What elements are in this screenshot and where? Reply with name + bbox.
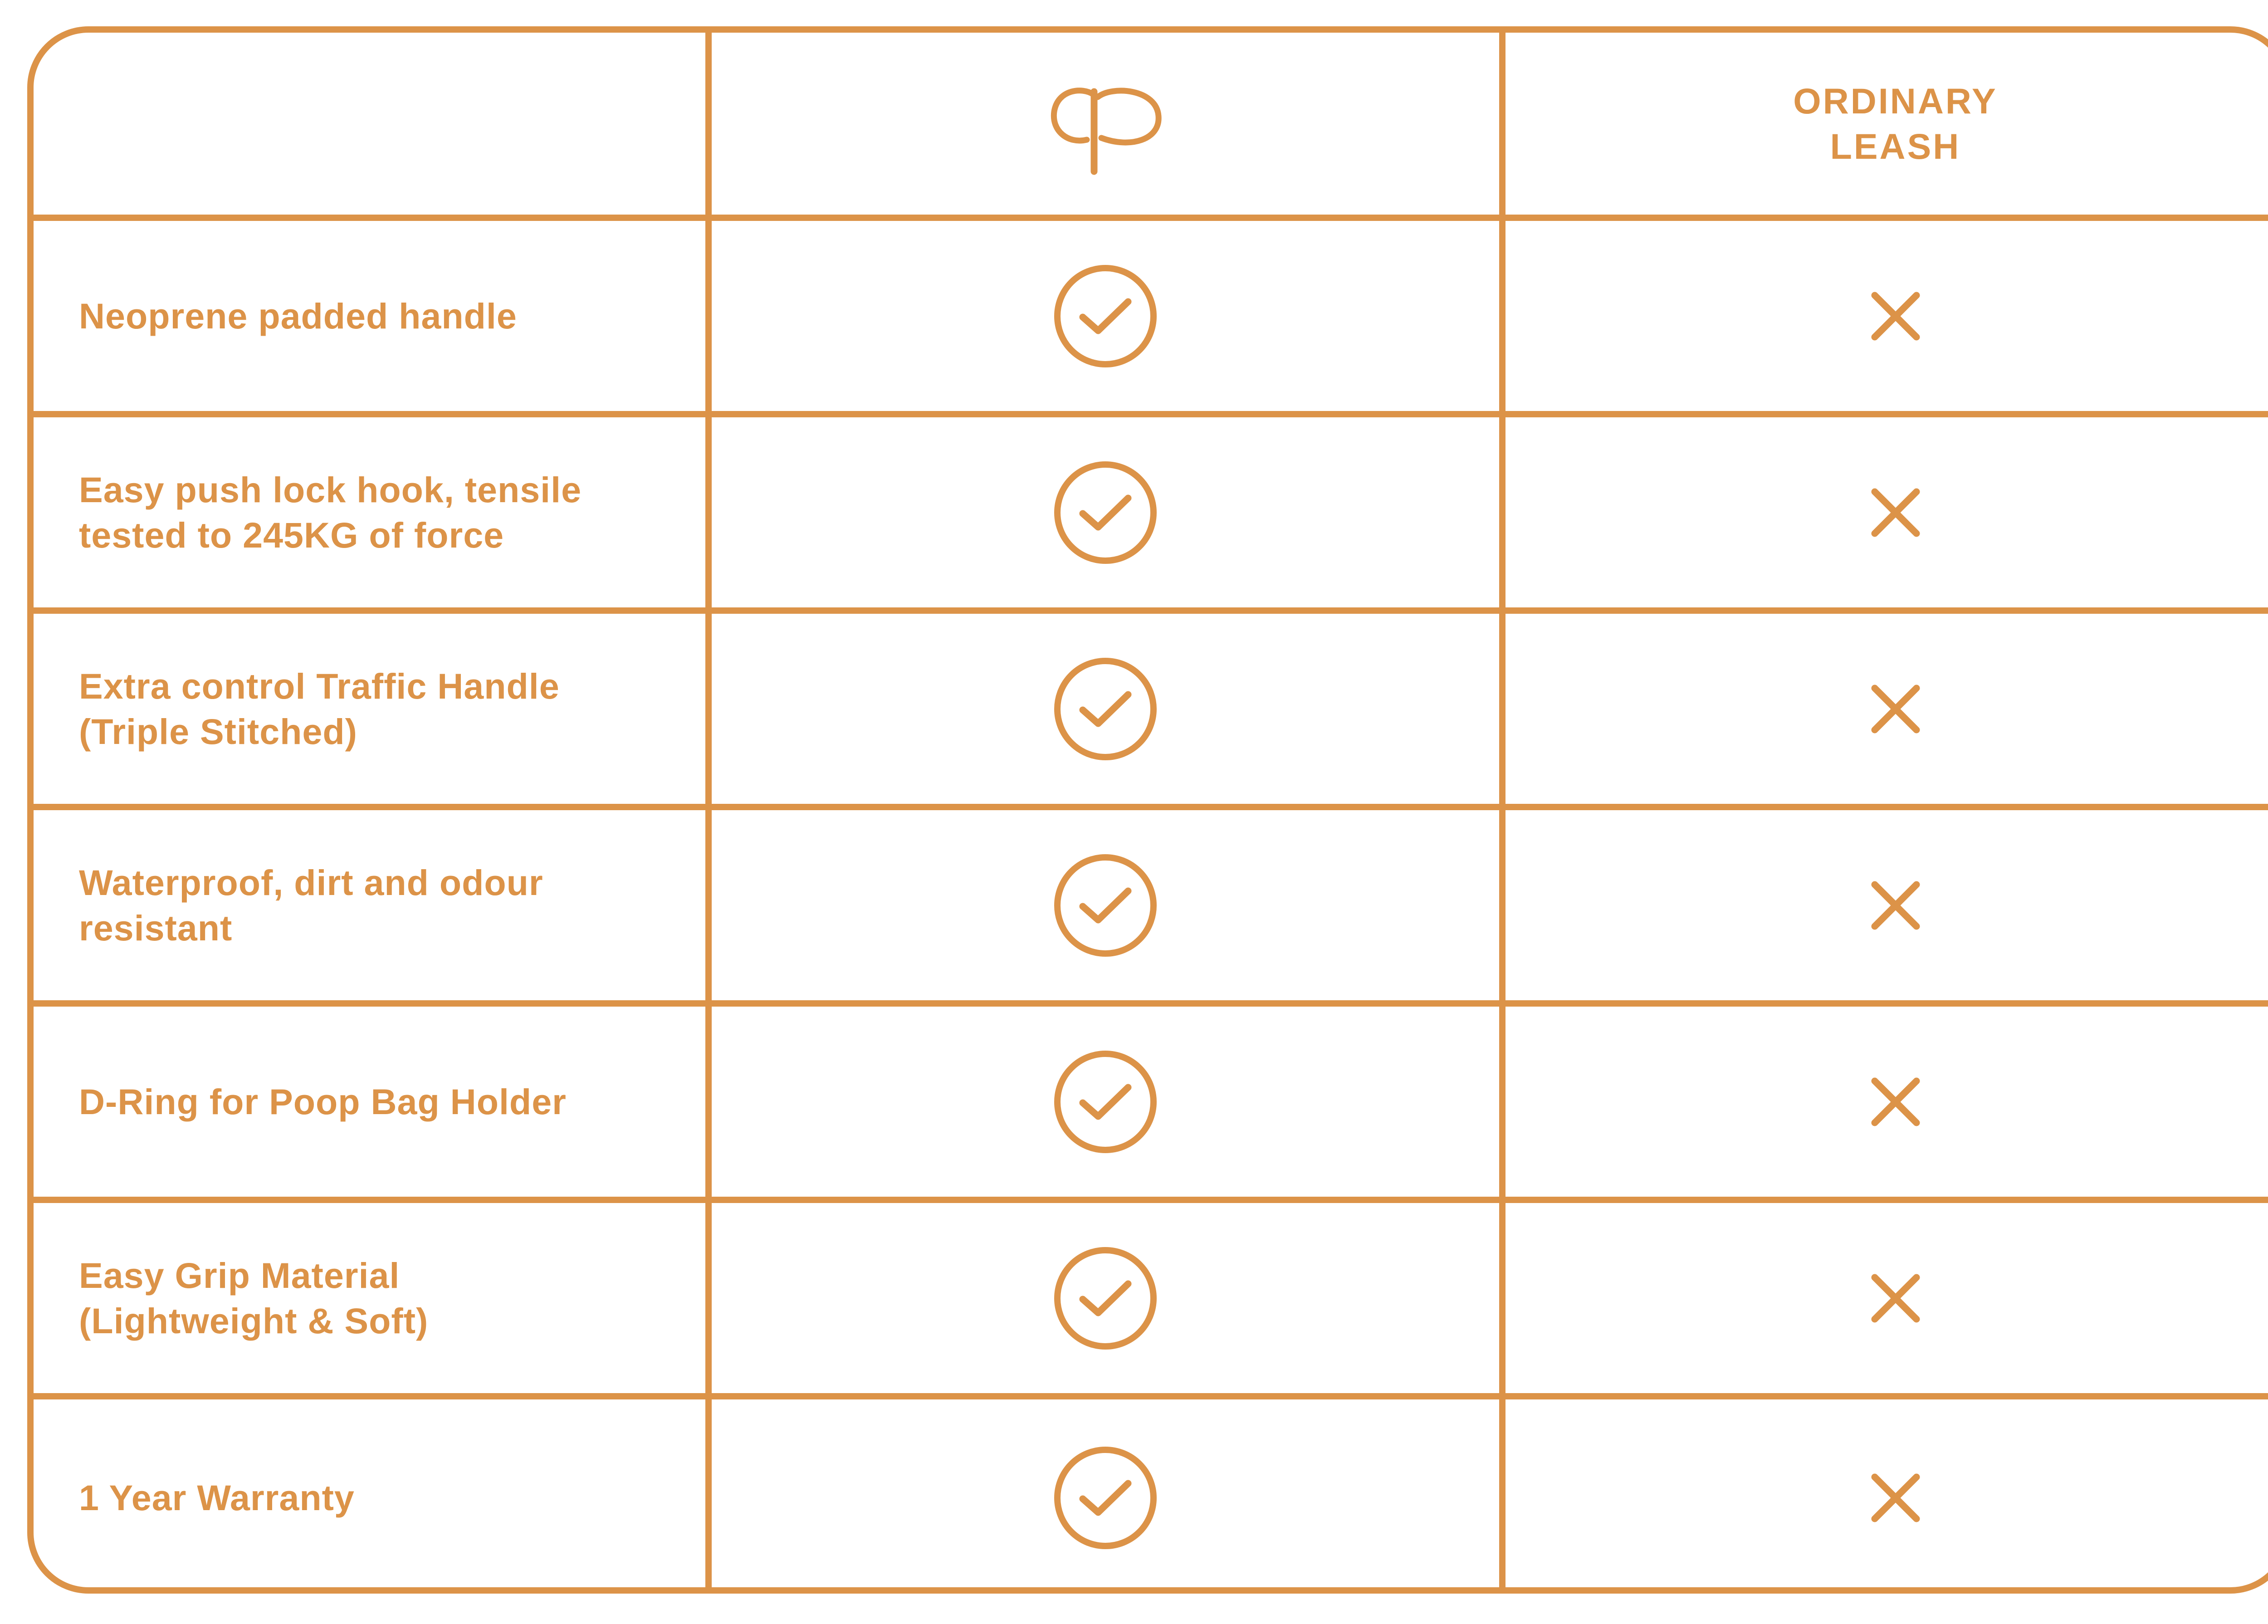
feature-cell [34, 221, 712, 417]
ordinary-support-cell [1505, 1203, 2268, 1399]
feature-cell [34, 614, 712, 810]
ordinary-support-cell [1505, 1007, 2268, 1203]
check-circle-icon [1051, 655, 1160, 763]
feature-label: 1 Year Warranty [79, 1477, 355, 1518]
feature-cell [34, 1399, 712, 1594]
feature-cell [34, 1007, 712, 1203]
comparison-table [27, 26, 2268, 1594]
cross-icon [1868, 878, 1923, 933]
header-ordinary-cell [1505, 33, 2268, 221]
feature-label: Waterproof, dirt and odour resistant [79, 862, 543, 948]
cross-icon [1868, 485, 1923, 540]
header-brand-cell [712, 33, 1505, 221]
cross-icon [1868, 1471, 1923, 1525]
cross-icon [1868, 1075, 1923, 1129]
brand-support-cell [712, 417, 1505, 614]
cross-icon [1868, 682, 1923, 736]
feature-label: Neoprene padded handle [79, 295, 517, 336]
check-circle-icon [1051, 458, 1160, 567]
feature-label: D-Ring for Poop Bag Holder [79, 1081, 567, 1122]
ordinary-leash-heading: ORDINARY LEASH [1793, 80, 1998, 166]
check-circle-icon [1051, 1244, 1160, 1353]
brand-support-cell [712, 614, 1505, 810]
feature-label: Easy push lock hook, tensile tested to 245KG of force [79, 469, 582, 555]
feature-cell [34, 417, 712, 614]
feature-cell [34, 810, 712, 1007]
brand-support-cell [712, 1203, 1505, 1399]
cross-icon [1868, 289, 1923, 343]
brand-support-cell [712, 810, 1505, 1007]
ordinary-support-cell [1505, 221, 2268, 417]
feature-cell [34, 1203, 712, 1399]
brand-support-cell [712, 221, 1505, 417]
header-empty-cell [34, 33, 712, 221]
cross-icon [1868, 1271, 1923, 1326]
feature-label: Easy Grip Material (Lightweight & Soft) [79, 1255, 429, 1341]
check-circle-icon [1051, 851, 1160, 960]
brand-support-cell [712, 1007, 1505, 1203]
check-circle-icon [1051, 1047, 1160, 1156]
brand-support-cell [712, 1399, 1505, 1594]
check-circle-icon [1051, 1443, 1160, 1552]
check-circle-icon [1051, 262, 1160, 371]
feature-label: Extra control Traffic Handle (Triple Stitched) [79, 665, 560, 752]
ordinary-support-cell [1505, 810, 2268, 1007]
ordinary-support-cell [1505, 417, 2268, 614]
ordinary-support-cell [1505, 614, 2268, 810]
ordinary-support-cell [1505, 1399, 2268, 1594]
cp-monogram-logo-icon [1040, 72, 1171, 176]
